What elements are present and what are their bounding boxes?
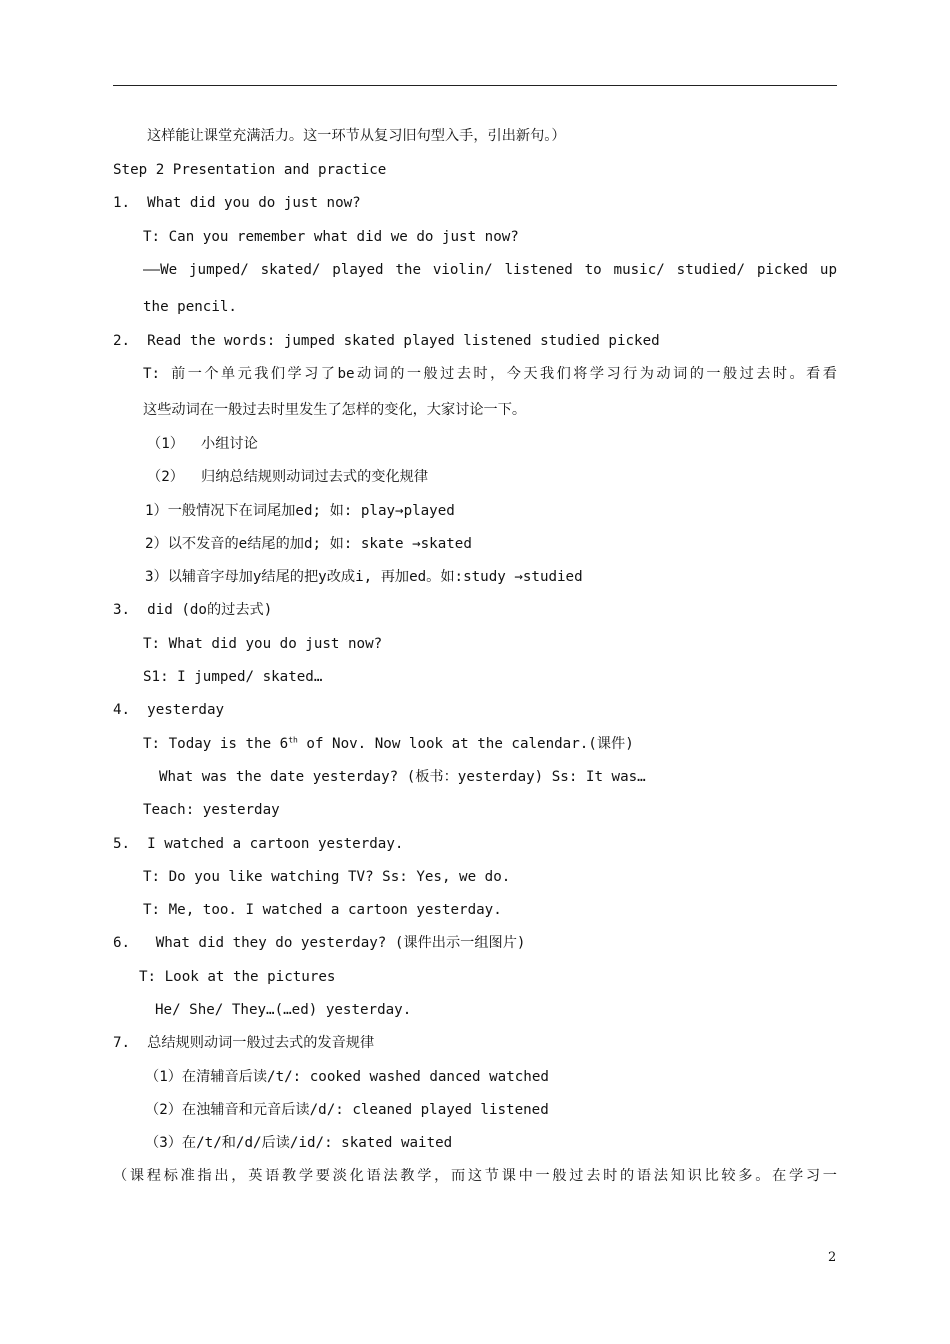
sub-item: （2） 归纳总结规则动词过去式的变化规律	[147, 469, 429, 485]
superscript: th	[288, 735, 298, 745]
list-item-7: 7. 总结规则动词一般过去式的发音规律	[113, 1035, 375, 1051]
rule-item: 1）一般情况下在词尾加ed; 如: play→played	[145, 503, 455, 519]
list-item-3: 3. did (do的过去式)	[113, 602, 273, 618]
text-line: T: What did you do just now?	[143, 636, 383, 652]
text-line-justified: ——We jumped/ skated/ played the violin/ listened to music/ studied/ picked up	[143, 262, 837, 278]
rule-item: 2）以不发音的e结尾的加d; 如: skate →skated	[145, 536, 472, 552]
sub-item: （1） 小组讨论	[147, 436, 258, 452]
text-line: 这样能让课堂充满活力。这一环节从复习旧句型入手，引出新句。）	[147, 128, 566, 144]
rule-item: 3）以辅音字母加y结尾的把y改成i, 再加ed。如:study →studied	[145, 569, 583, 585]
text-line: Teach: yesterday	[143, 802, 280, 818]
text-line: the pencil.	[143, 299, 237, 315]
list-item-5: 5. I watched a cartoon yesterday.	[113, 836, 404, 852]
text-line: T: Do you like watching TV? Ss: Yes, we do.	[143, 869, 511, 885]
sub-item: （3）在/t/和/d/后读/id/: skated waited	[145, 1135, 453, 1151]
text-line: T: Look at the pictures	[139, 969, 336, 985]
page-number: 2	[828, 1250, 837, 1265]
section-heading: Step 2 Presentation and practice	[113, 162, 387, 178]
text-segment: of Nov. Now look at the calendar.(课件)	[297, 736, 634, 752]
sub-item: （2）在浊辅音和元音后读/d/: cleaned played listened	[145, 1102, 549, 1118]
text-line: T: Me, too. I watched a cartoon yesterday.	[143, 902, 502, 918]
text-line: He/ She/ They…(…ed) yesterday.	[155, 1002, 412, 1018]
text-line-justified: （课程标准指出，英语教学要淡化语法教学，而这节课中一般过去时的语法知识比较多。在学习一	[113, 1168, 837, 1184]
list-item-4: 4. yesterday	[113, 702, 225, 718]
list-item-1: 1. What did you do just now?	[113, 195, 361, 211]
header-rule	[113, 85, 837, 86]
text-segment: T: Today is the 6	[143, 736, 289, 752]
text-line: S1: I jumped/ skated…	[143, 669, 323, 685]
text-line: What was the date yesterday? (板书：yesterday) Ss: It was…	[159, 769, 646, 785]
text-line	[143, 734, 634, 754]
list-item-6: 6. What did they do yesterday? (课件出示一组图片)	[113, 935, 526, 951]
text-line-justified: T: 前一个单元我们学习了be动词的一般过去时，今天我们将学习行为动词的一般过去时。看看	[143, 366, 837, 382]
text-line: T: Can you remember what did we do just now?	[143, 229, 519, 245]
text-line: 这些动词在一般过去时里发生了怎样的变化，大家讨论一下。	[143, 402, 527, 418]
list-item-2: 2. Read the words: jumped skated played listened studied picked	[113, 333, 660, 349]
sub-item: （1）在清辅音后读/t/: cooked washed danced watched	[145, 1069, 549, 1085]
